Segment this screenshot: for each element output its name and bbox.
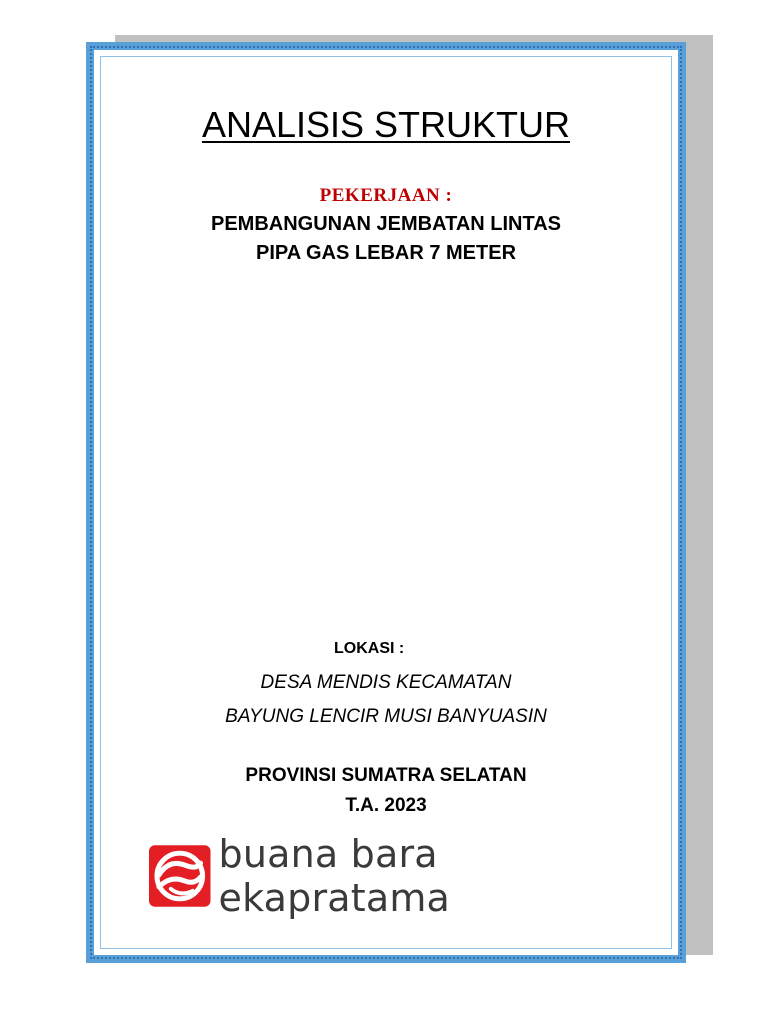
location-line-2: BAYUNG LENCIR MUSI BANYUASIN (225, 706, 547, 727)
company-logo (149, 832, 678, 920)
cover-page (86, 42, 686, 963)
location-label: LOKASI : (334, 640, 405, 657)
fiscal-year: T.A. 2023 (345, 795, 427, 816)
job-line-1: PEMBANGUNAN JEMBATAN LINTAS (211, 213, 561, 235)
job-line-2: PIPA GAS LEBAR 7 METER (255, 242, 517, 264)
document-title: ANALISIS STRUKTUR (201, 104, 571, 145)
company-name: buana bara ekapratama (218, 832, 451, 920)
job-description (94, 210, 678, 268)
location-line-1: DESA MENDIS KECAMATAN (260, 672, 512, 693)
province: PROVINSI SUMATRA SELATAN (245, 765, 527, 786)
job-label: PEKERJAAN : (319, 185, 453, 206)
company-logo-icon (149, 845, 211, 907)
